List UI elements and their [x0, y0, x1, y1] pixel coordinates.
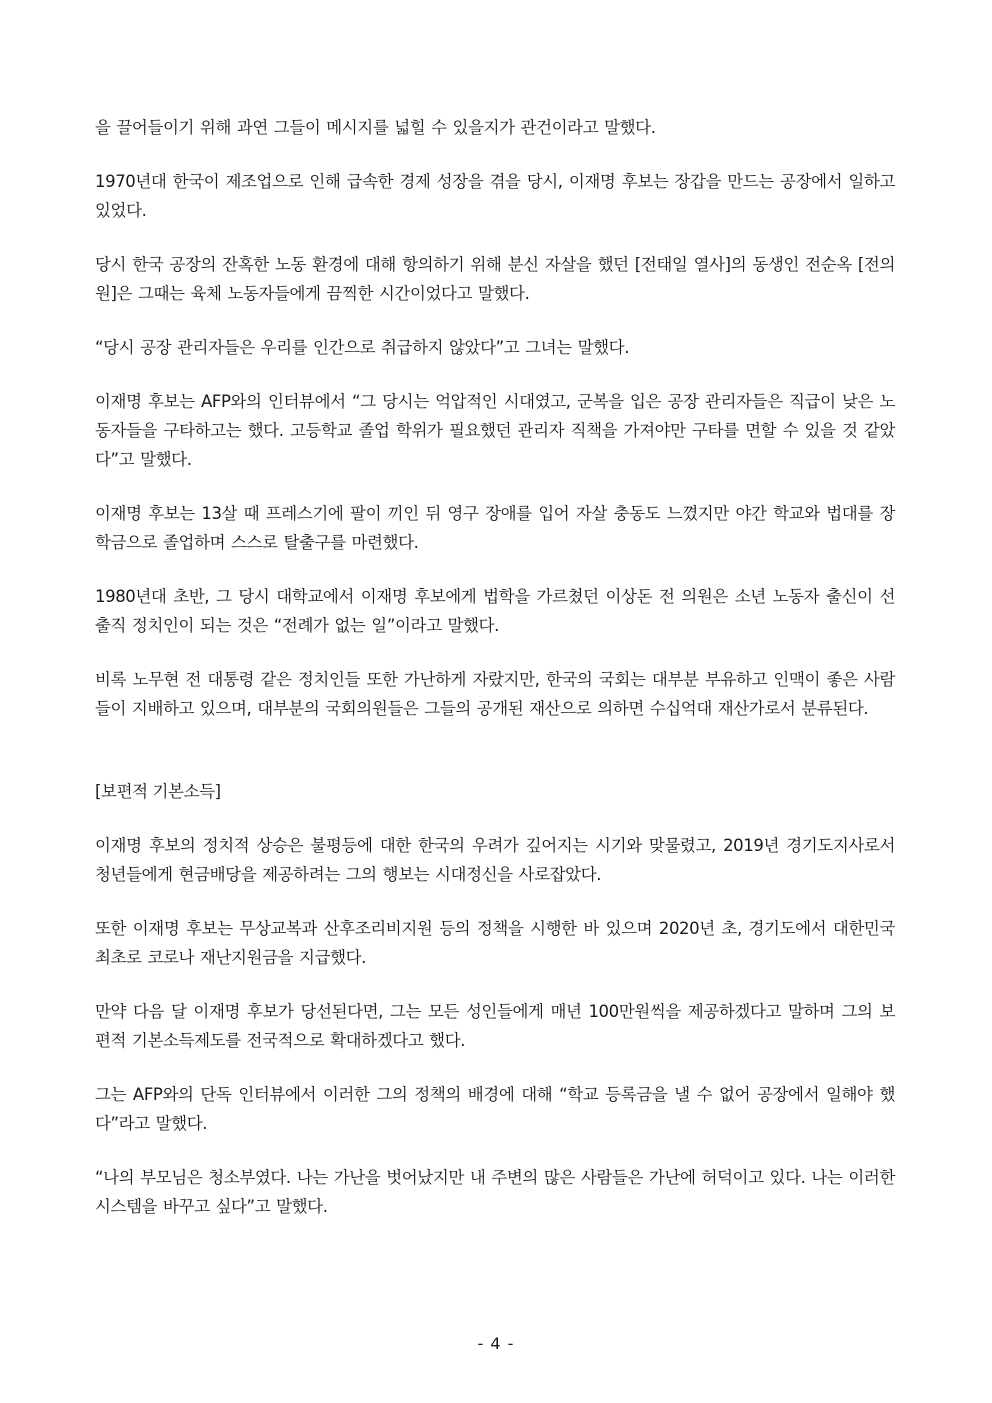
document-body: [95, 113, 895, 1246]
paragraph: 당시 한국 공장의 잔혹한 노동 환경에 대해 항의하기 위해 분신 자살을 했던 [전태일 열사]의 동생인 전순옥 [전의원]은 그때는 육체 노동자들에게 끔찍한 시간이었다고 말했다.: [95, 255, 895, 303]
section-heading: [보편적 기본소득]: [95, 782, 221, 801]
paragraph: 1980년대 초반, 그 당시 대학교에서 이재명 후보에게 법학을 가르쳤던 이상돈 전 의원은 소년 노동자 출신이 선출직 정치인이 되는 것은 “전례가 없는 일”이라고 말했다.: [95, 587, 895, 635]
page-number: - 4 -: [477, 1334, 515, 1353]
paragraph: 또한 이재명 후보는 무상교복과 산후조리비지원 등의 정책을 시행한 바 있으며 2020년 초, 경기도에서 대한민국 최초로 코로나 재난지원금을 지급했다.: [95, 919, 895, 967]
paragraph: 만약 다음 달 이재명 후보가 당선된다면, 그는 모든 성인들에게 매년 100만원씩을 제공하겠다고 말하며 그의 보편적 기본소득제도를 전국적으로 확대하겠다고 했다.: [95, 1002, 895, 1050]
paragraph: 이재명 후보는 13살 때 프레스기에 팔이 끼인 뒤 영구 장애를 입어 자살 충동도 느꼈지만 야간 학교와 법대를 장학금으로 졸업하며 스스로 탈출구를 마련했다.: [95, 504, 895, 552]
paragraph: 1970년대 한국이 제조업으로 인해 급속한 경제 성장을 겪을 당시, 이재명 후보는 장갑을 만드는 공장에서 일하고 있었다.: [95, 172, 895, 220]
paragraph: 이재명 후보는 AFP와의 인터뷰에서 “그 당시는 억압적인 시대였고, 군복을 입은 공장 관리자들은 직급이 낮은 노동자들을 구타하고는 했다. 고등학교 졸업 학위가 필요했던 관리자 직책을 가져야만 구타를 면할 수 있을 것 같았다”고 말했다.: [95, 392, 895, 469]
paragraph: 을 끌어들이기 위해 과연 그들이 메시지를 넓힐 수 있을지가 관건이라고 말했다.: [95, 118, 656, 137]
paragraph: 이재명 후보의 정치적 상승은 불평등에 대한 한국의 우려가 깊어지는 시기와 맞물렸고, 2019년 경기도지사로서 청년들에게 현금배당을 제공하려는 그의 행보는 시대정신을 사로잡았다.: [95, 836, 895, 884]
paragraph: 비록 노무현 전 대통령 같은 정치인들 또한 가난하게 자랐지만, 한국의 국회는 대부분 부유하고 인맥이 좋은 사람들이 지배하고 있으며, 대부분의 국회의원들은 그들의 공개된 재산으로 의하면 수십억대 재산가로서 분류된다.: [95, 670, 895, 718]
paragraph: 그는 AFP와의 단독 인터뷰에서 이러한 그의 정책의 배경에 대해 “학교 등록금을 낼 수 없어 공장에서 일해야 했다”라고 말했다.: [95, 1085, 895, 1133]
paragraph: “당시 공장 관리자들은 우리를 인간으로 취급하지 않았다”고 그녀는 말했다.: [95, 338, 630, 357]
paragraph: “나의 부모님은 청소부였다. 나는 가난을 벗어났지만 내 주변의 많은 사람들은 가난에 허덕이고 있다. 나는 이러한 시스템을 바꾸고 싶다”고 말했다.: [95, 1168, 895, 1216]
